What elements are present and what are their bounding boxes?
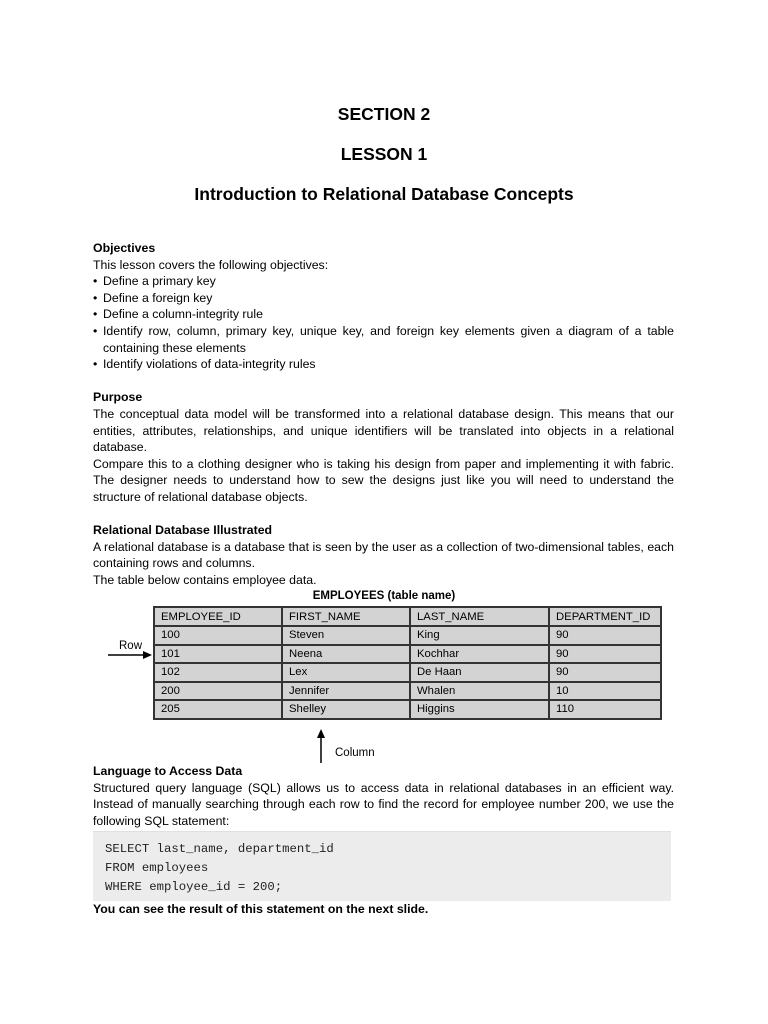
table-cell: Whalen: [410, 682, 549, 701]
table-cell: King: [410, 626, 549, 645]
objectives-heading: Objectives: [93, 241, 156, 255]
table-cell: 102: [154, 663, 282, 682]
row-arrow-icon: [108, 649, 152, 661]
table-cell: 205: [154, 700, 282, 719]
sql-code-block: [93, 831, 671, 901]
objectives-list: [93, 273, 674, 373]
figure-title: EMPLOYEES (table name): [312, 590, 456, 602]
objective-item: • Define a column-integrity rule: [93, 306, 674, 323]
section-heading: SECTION 2: [337, 104, 431, 124]
employees-table: [153, 606, 662, 720]
table-cell: Steven: [282, 626, 410, 645]
table-cell: 110: [549, 700, 661, 719]
illustrated-heading: Relational Database Illustrated: [93, 523, 273, 538]
table-row: [154, 663, 661, 682]
table-cell: Neena: [282, 645, 410, 664]
purpose-paragraph-1: The conceptual data model will be transformed into a relational database design. This means that our entities, attributes, relationships, and unique identifiers will be translated into objects in a relational database.: [93, 406, 674, 455]
body-text: [93, 240, 674, 588]
column-label: Column: [335, 747, 375, 759]
table-row: [154, 626, 661, 645]
table-cell: 200: [154, 682, 282, 701]
table-cell: 100: [154, 626, 282, 645]
table-header-row: [154, 607, 661, 626]
table-cell: 90: [549, 626, 661, 645]
table-cell: Kochhar: [410, 645, 549, 664]
objective-item: • Define a foreign key: [93, 290, 674, 307]
table-row: [154, 682, 661, 701]
lesson-heading: LESSON 1: [340, 144, 428, 164]
table-cell: Higgins: [410, 700, 549, 719]
table-cell: 10: [549, 682, 661, 701]
objectives-intro: This lesson covers the following objectives:: [93, 257, 329, 272]
objective-item: • Identify row, column, primary key, unique key, and foreign key elements given a diagram of a table containing these elements: [93, 323, 674, 356]
column-header: FIRST_NAME: [282, 607, 410, 626]
table-cell: 101: [154, 645, 282, 664]
objective-item: • Identify violations of data-integrity rules: [93, 356, 674, 373]
table-cell: 90: [549, 663, 661, 682]
row-label: Row: [119, 640, 143, 652]
table-cell: De Haan: [410, 663, 549, 682]
illustrated-paragraph-2: The table below contains employee data.: [93, 572, 317, 587]
language-heading: Language to Access Data: [93, 764, 243, 778]
column-header: DEPARTMENT_ID: [549, 607, 661, 626]
illustrated-paragraph-1: A relational database is a database that is seen by the user as a collection of two-dimensional tables, each containing rows and columns.: [93, 539, 674, 571]
result-note-wrapper: [93, 901, 674, 918]
code-line: FROM employees: [105, 861, 209, 875]
table-cell: Jennifer: [282, 682, 410, 701]
column-header: LAST_NAME: [410, 607, 549, 626]
table-row: [154, 700, 661, 719]
code-line: SELECT last_name, department_id: [105, 842, 334, 856]
purpose-heading: Purpose: [93, 390, 143, 405]
purpose-paragraph-2: Compare this to a clothing designer who is taking his design from paper and implementing it with fabric. The designer needs to understand how to sew the designs just like you will need to understand the structure of relational database objects.: [93, 456, 674, 504]
code-line: WHERE employee_id = 200;: [105, 880, 283, 894]
objective-item: • Define a primary key: [93, 273, 674, 290]
language-section: [93, 763, 674, 829]
page-title: Introduction to Relational Database Concepts: [194, 184, 574, 204]
table-cell: Shelley: [282, 700, 410, 719]
language-paragraph: Structured query language (SQL) allows us to access data in relational databases in an efficient way. Instead of manually searching through each row to find the record for employee number 200, we use the following SQL statement:: [93, 780, 674, 828]
table-row: [154, 645, 661, 664]
column-arrow-icon: [314, 729, 328, 763]
result-note: You can see the result of this statement on the next slide.: [93, 902, 429, 916]
table-cell: Lex: [282, 663, 410, 682]
table-cell: 90: [549, 645, 661, 664]
column-header: EMPLOYEE_ID: [154, 607, 282, 626]
